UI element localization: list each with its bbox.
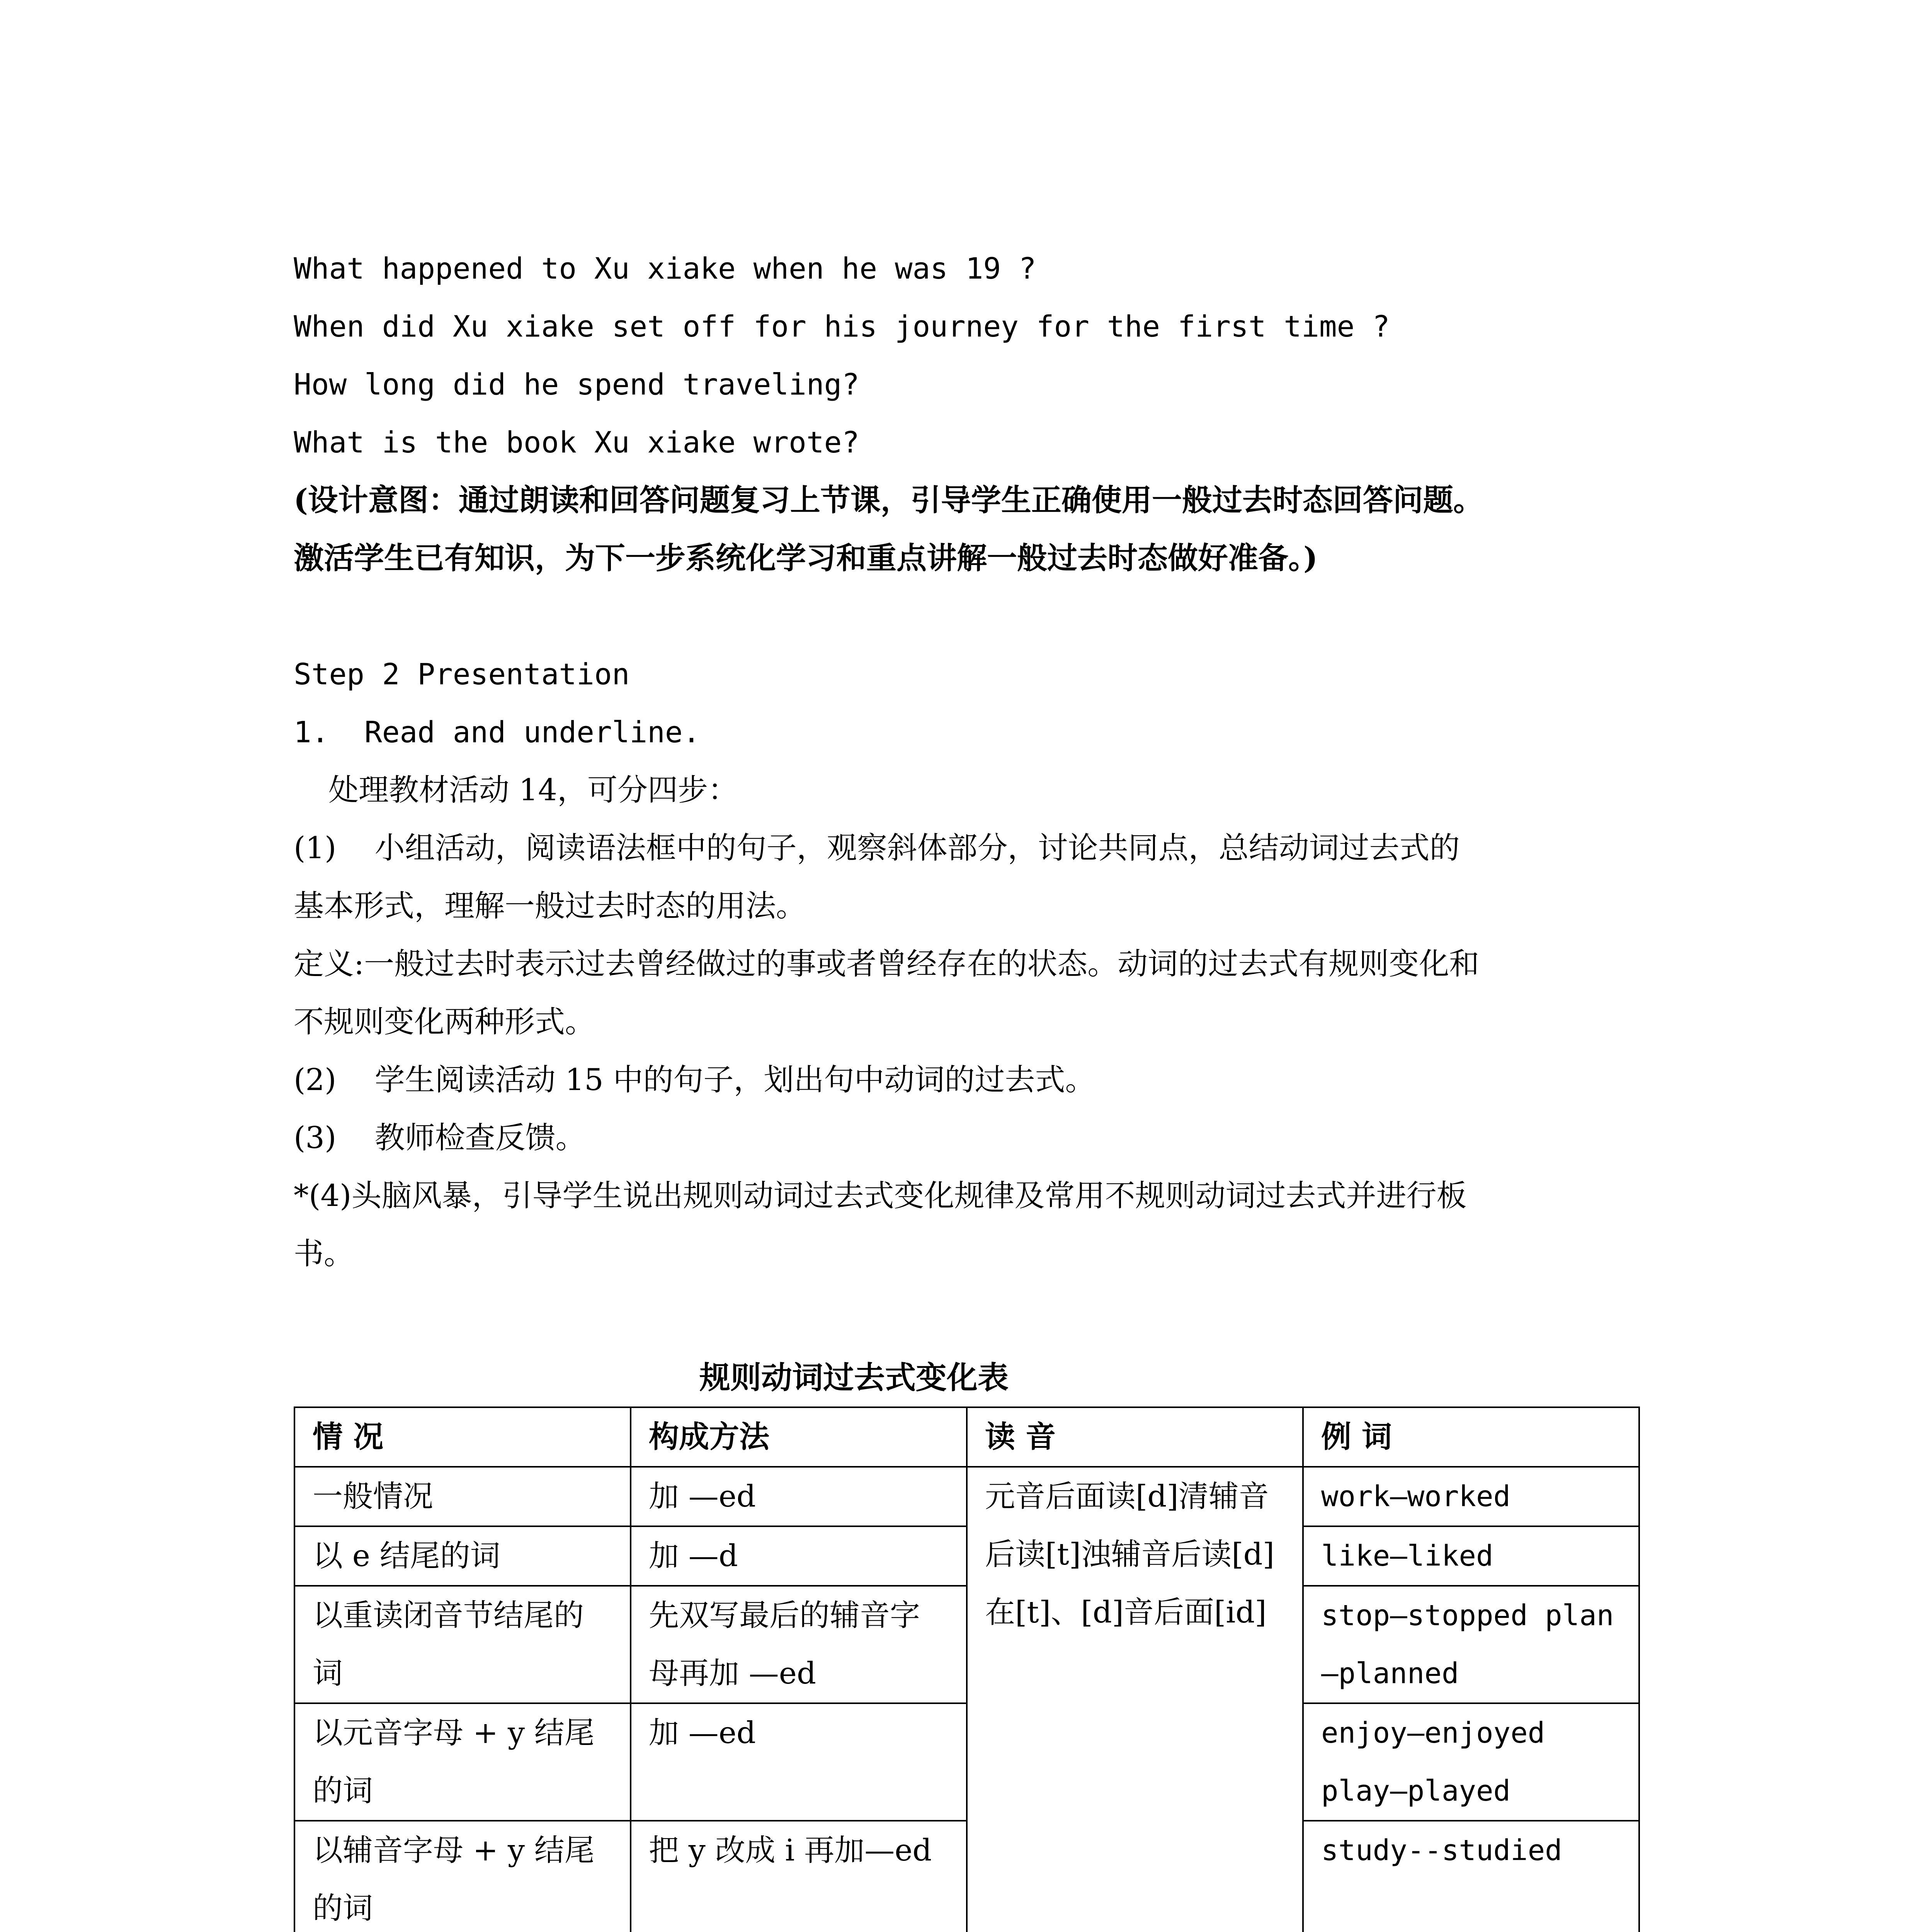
cell-pronunciation: 元音后面读[d]清辅音后读[t]浊辅音后读[d]在[t]、[d]音后面[id] (967, 1467, 1303, 1932)
step-4-line-1: *(4)头脑风暴，引导学生说出规则动词过去式变化规律及常用不规则动词过去式并进行板 (294, 1179, 1467, 1213)
question-3: How long did he spend traveling? (294, 367, 860, 401)
question-1: What happened to Xu xiake when he was 19 ? (294, 251, 1036, 286)
step-4-line-2: 书。 (294, 1236, 354, 1271)
design-intent-line-1: (设计意图：通过朗读和回答问题复习上节课，引导学生正确使用一般过去时态回答问题。 (294, 483, 1483, 518)
table-row (294, 1467, 1639, 1526)
question-2: When did Xu xiake set off for his journey for the first time ? (294, 309, 1390, 344)
item-1: 1. Read and underline. (294, 715, 701, 749)
step-1-line-1: (1) 小组活动，阅读语法框中的句子，观察斜体部分，讨论共同点，总结动词过去式的 (294, 831, 1460, 866)
table-title: 规则动词过去式变化表 (699, 1359, 1009, 1396)
header-case: 情 况 (294, 1407, 631, 1467)
design-intent-line-2: 激活学生已有知识，为下一步系统化学习和重点讲解一般过去时态做好准备。) (294, 541, 1318, 576)
cell-examples: like—liked (1303, 1526, 1639, 1586)
header-examples: 例 词 (1303, 1407, 1639, 1467)
cell-case: 一般情况 (294, 1467, 631, 1526)
cell-method: 把 y 改成 i 再加—ed (631, 1821, 967, 1932)
cell-case: 以重读闭音节结尾的词 (294, 1586, 631, 1703)
cell-method: 加 —ed (631, 1467, 967, 1526)
question-4: What is the book Xu xiake wrote? (294, 425, 860, 459)
header-method: 构成方法 (631, 1407, 967, 1467)
step-3: (3) 教师检查反馈。 (294, 1121, 586, 1155)
activity-intro: 处理教材活动 14，可分四步： (328, 773, 738, 808)
regular-verb-table (294, 1406, 1640, 1932)
cell-examples: study--studied (1303, 1821, 1639, 1932)
cell-method: 加 —d (631, 1526, 967, 1586)
cell-case: 以辅音字母 + y 结尾的词 (294, 1821, 631, 1932)
step-heading: Step 2 Presentation (294, 657, 630, 691)
spacer (294, 587, 1638, 645)
cell-examples: work—worked (1303, 1467, 1639, 1526)
step-1-line-2: 基本形式，理解一般过去时态的用法。 (294, 889, 806, 923)
document-page (294, 240, 1638, 1932)
cell-case: 以 e 结尾的词 (294, 1526, 631, 1586)
definition-line-2: 不规则变化两种形式。 (294, 1005, 595, 1039)
cell-examples: enjoy—enjoyed play—played (1303, 1703, 1639, 1821)
header-pronunciation: 读 音 (967, 1407, 1303, 1467)
definition-line-1: 定义:一般过去时表示过去曾经做过的事或者曾经存在的状态。动词的过去式有规则变化和 (294, 947, 1480, 981)
cell-examples: stop—stopped plan—planned (1303, 1586, 1639, 1703)
cell-case: 以元音字母 + y 结尾的词 (294, 1703, 631, 1821)
step-2: (2) 学生阅读活动 15 中的句子，划出句中动词的过去式。 (294, 1063, 1095, 1097)
cell-method: 加 —ed (631, 1703, 967, 1821)
cell-method: 先双写最后的辅音字母再加 —ed (631, 1586, 967, 1703)
table-header-row (294, 1407, 1639, 1467)
